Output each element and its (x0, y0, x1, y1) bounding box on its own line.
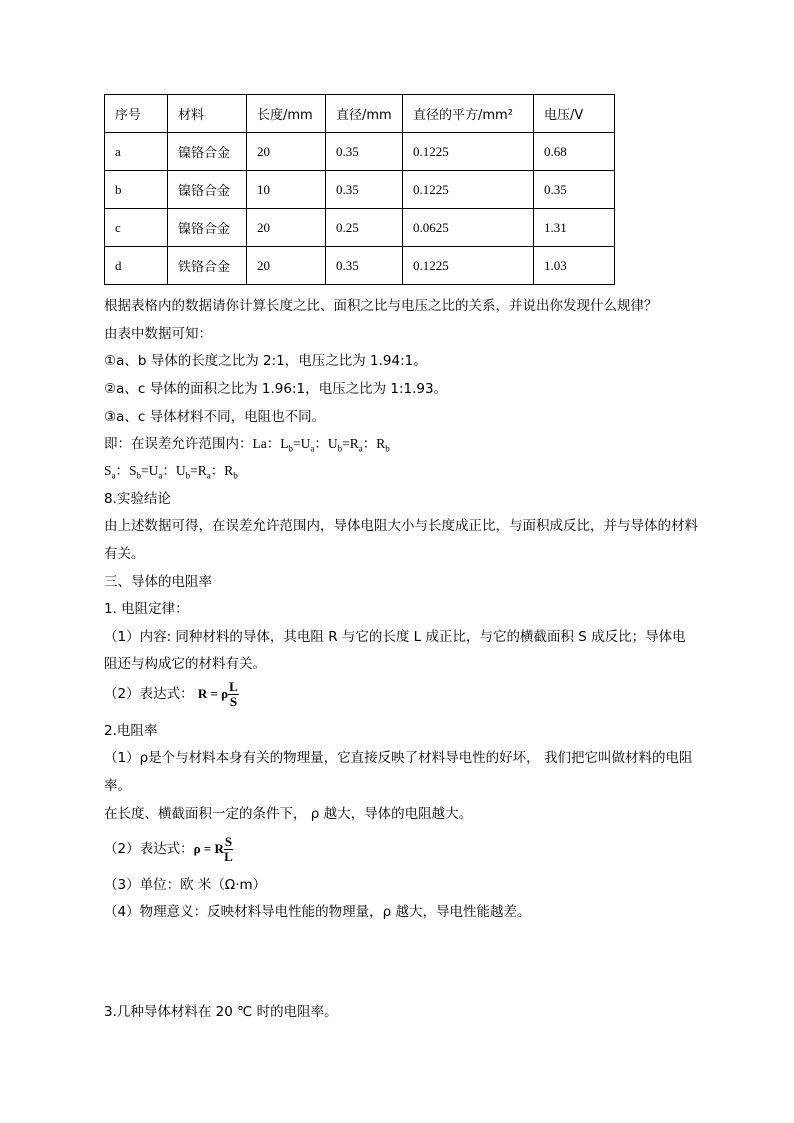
resistivity-formula-fraction (224, 835, 233, 864)
law-formula-denominator: S (229, 693, 238, 709)
law-formula-lhs: R = ρ (197, 686, 229, 701)
table-cell: 0.0625 (403, 209, 534, 247)
resistivity-unit: （3）单位：欧 米（Ω·m） (104, 877, 267, 893)
section-3-heading: 三、导体的电阻率 (104, 574, 212, 590)
table-cell: 铁铬合金 (168, 247, 247, 285)
resistivity-condition: 在长度、横截面积一定的条件下， ρ 越大，导体的电阻越大。 (104, 806, 473, 822)
table-cell: 镍铬合金 (168, 209, 247, 247)
conclusion-line-1: 由上述数据可得，在误差允许范围内，导体电阻大小与长度成正比，与面积成反比，并与导体的材料 (104, 518, 698, 534)
table-cell: 0.35 (326, 171, 403, 209)
table-cell: 20 (247, 133, 326, 171)
resistivity-expression-label: （2）表达式： (104, 841, 194, 857)
table-cell: a (105, 133, 168, 171)
section-8-heading: 8.实验结论 (104, 491, 171, 507)
table-row (105, 247, 615, 285)
table-header-cell: 电压/V (534, 95, 615, 133)
table-header-cell: 材料 (168, 95, 247, 133)
resistivity-formula-denominator: L (224, 848, 233, 864)
ratio-area-expression: $S_a$：$S_b=U_a$：$U_b=R_a$：$R_b$ (104, 463, 238, 481)
table-header-cell: 长度/mm (247, 95, 326, 133)
table-cell: 1.31 (534, 209, 615, 247)
table-cell: 0.35 (534, 171, 615, 209)
table-cell: 0.1225 (403, 133, 534, 171)
question-text: 根据表格内的数据请你计算长度之比、面积之比与电压之比的关系，并说出你发现什么规律？ (104, 298, 658, 314)
ratio-length-line (104, 435, 390, 458)
resistivity-def-line-2: 率。 (104, 778, 131, 794)
table-cell: 0.68 (534, 133, 615, 171)
intro-text: 由表中数据可知： (104, 326, 212, 342)
table-cell: 0.25 (326, 209, 403, 247)
section-3-3-heading: 3.几种导体材料在 20 ℃ 时的电阻率。 (104, 1004, 338, 1020)
table-cell: 0.1225 (403, 247, 534, 285)
experiment-data-table (104, 94, 615, 285)
table-row (105, 171, 615, 209)
table-cell: 0.35 (326, 133, 403, 171)
table-row (105, 133, 615, 171)
table-cell: 镍铬合金 (168, 171, 247, 209)
law-expression-line (104, 677, 239, 711)
table-row (105, 209, 615, 247)
resistivity-formula-numerator: S (224, 833, 233, 849)
resistivity-heading: 2.电阻率 (104, 723, 158, 739)
law-expression-label: （2）表达式： (104, 686, 194, 702)
resistivity-formula-lhs: ρ = R (193, 841, 224, 856)
law-content-line-1: （1）内容: 同种材料的导体，其电阻 R 与它的长度 L 成正比，与它的横截面积 S 成反比；导体电 (104, 629, 686, 645)
table-cell: d (105, 247, 168, 285)
table-cell: c (105, 209, 168, 247)
table-cell: 20 (247, 209, 326, 247)
table-header-cell: 直径/mm (326, 95, 403, 133)
table-header-cell: 序号 (105, 95, 168, 133)
ratio-length-expression: La：$L_b=U_a$：$U_b=R_a$：$R_b$ (252, 436, 390, 454)
table-cell: 10 (247, 171, 326, 209)
resistivity-meaning: （4）物理意义：反映材料导电性能的物理量，ρ 越大，导电性能越差。 (104, 904, 531, 920)
law-content-line-2: 阻还与构成它的材料有关。 (104, 656, 266, 672)
table-cell: 20 (247, 247, 326, 285)
resistivity-def-line-1: （1）ρ是个与材料本身有关的物理量，它直接反映了材料导电性的好坏， 我们把它叫做材料的电阻 (104, 750, 693, 766)
table-header-row (105, 95, 615, 133)
conclusion-line-2: 有关。 (104, 546, 145, 562)
table-header-cell: 直径的平方/mm² (403, 95, 534, 133)
law-formula-numerator: L (229, 678, 238, 694)
law-title: 1. 电阻定律： (104, 601, 189, 617)
table-cell: 镍铬合金 (168, 133, 247, 171)
table-cell: 1.03 (534, 247, 615, 285)
law-formula-fraction (228, 680, 239, 709)
table-cell: 0.35 (326, 247, 403, 285)
finding-2: ②a、c 导体的面积之比为 1.96:1，电压之比为 1:1.93。 (104, 381, 448, 397)
finding-3: ③a、c 导体材料不同，电阻也不同。 (104, 409, 326, 425)
finding-1: ①a、b 导体的长度之比为 2:1，电压之比为 1.94:1。 (104, 353, 427, 369)
table-cell: b (105, 171, 168, 209)
table-cell: 0.1225 (403, 171, 534, 209)
resistivity-expression-line (104, 832, 233, 866)
ratio-prefix: 即：在误差允许范围内： (104, 436, 253, 452)
